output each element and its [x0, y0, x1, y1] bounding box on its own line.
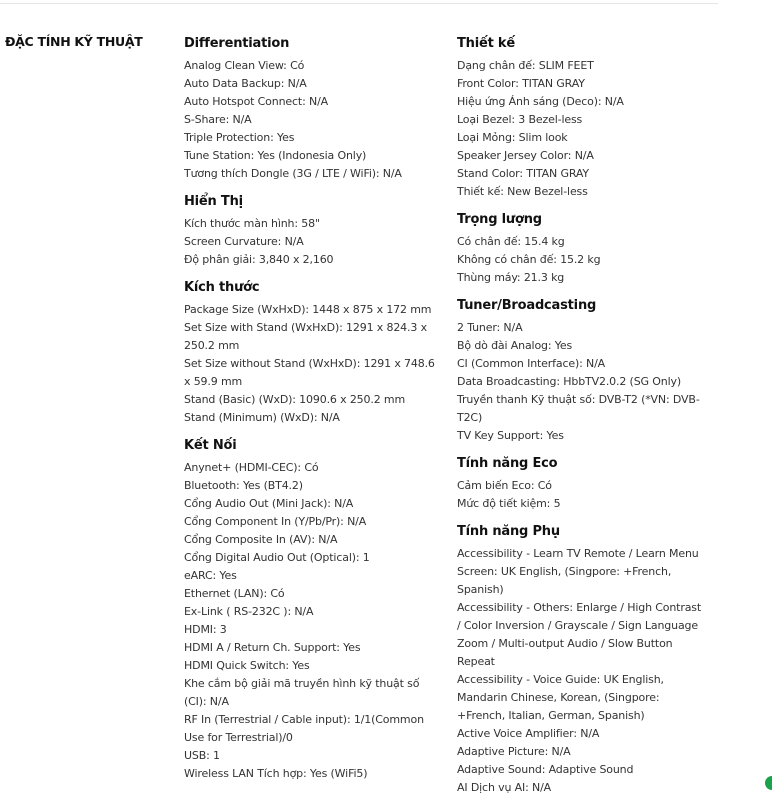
spec-item: CI (Common Interface): N/A — [457, 357, 606, 370]
top-divider — [0, 3, 718, 4]
spec-item: Set Size without Stand (WxHxD): 1291 x 748.6 x 59.9 mm — [184, 357, 435, 388]
spec-group-differentiation — [184, 36, 439, 183]
spec-item: HDMI A / Return Ch. Support: Yes — [184, 641, 361, 654]
spec-item: Set Size with Stand (WxHxD): 1291 x 824.3 x 250.2 mm — [184, 321, 427, 352]
spec-item: Accessibility - Voice Guide: UK English, Mandarin Chinese, Korean, (Singpore: +French, Italian, German, Spanish) — [457, 673, 664, 722]
spec-item: Hiệu ứng Ánh sáng (Deco): N/A — [457, 95, 624, 108]
spec-item: Dạng chân đế: SLIM FEET — [457, 59, 594, 72]
spec-group-title: Differentiation — [184, 36, 290, 51]
spec-item: Độ phân giải: 3,840 x 2,160 — [184, 253, 334, 266]
spec-group-tuner-broadcasting — [457, 298, 707, 445]
chat-widget-icon[interactable] — [765, 776, 772, 790]
spec-item: 2 Tuner: N/A — [457, 321, 523, 334]
spec-item: HDMI Quick Switch: Yes — [184, 659, 310, 672]
spec-item: Auto Hotspot Connect: N/A — [184, 95, 328, 108]
spec-item: Thùng máy: 21.3 kg — [457, 271, 565, 284]
spec-item: S-Share: N/A — [184, 113, 252, 126]
spec-group-thiet-ke — [457, 36, 707, 201]
spec-item: AI Dịch vụ AI: N/A — [457, 781, 552, 794]
spec-group-hien-thi — [184, 194, 439, 269]
spec-item: Auto Data Backup: N/A — [184, 77, 307, 90]
spec-item: Screen Curvature: N/A — [184, 235, 304, 248]
spec-group-title: Thiết kế — [457, 36, 515, 51]
spec-group-kich-thuoc — [184, 280, 439, 427]
spec-item: Cổng Digital Audio Out (Optical): 1 — [184, 551, 370, 564]
spec-item: Bluetooth: Yes (BT4.2) — [184, 479, 303, 492]
spec-item: Ethernet (LAN): Có — [184, 587, 285, 600]
spec-item: Package Size (WxHxD): 1448 x 875 x 172 mm — [184, 303, 432, 316]
spec-item: Cổng Audio Out (Mini Jack): N/A — [184, 497, 354, 510]
specs-column-right — [457, 36, 707, 808]
spec-item: Front Color: TITAN GRAY — [457, 77, 585, 90]
spec-item: Accessibility - Others: Enlarge / High Contrast / Color Inversion / Grayscale / Sign Language Zoom / Multi-output Audio / Slow Button Repeat — [457, 601, 702, 668]
spec-item: Loại Mỏng: Slim look — [457, 131, 568, 144]
spec-group-tinh-nang-phu — [457, 524, 707, 797]
spec-item: Có chân đế: 15.4 kg — [457, 235, 565, 248]
spec-group-title: Trọng lượng — [457, 212, 542, 227]
spec-group-trong-luong — [457, 212, 707, 287]
spec-item: Cảm biến Eco: Có — [457, 479, 552, 492]
spec-item: Bộ dò đài Analog: Yes — [457, 339, 573, 352]
spec-item: Truyền thanh Kỹ thuật số: DVB-T2 (*VN: DVB-T2C) — [457, 393, 700, 424]
spec-item: Adaptive Sound: Adaptive Sound — [457, 763, 634, 776]
spec-item: RF In (Terrestrial / Cable input): 1/1(Common Use for Terrestrial)/0 — [184, 713, 424, 744]
spec-item: Kích thước màn hình: 58" — [184, 217, 320, 230]
spec-item: Anynet+ (HDMI-CEC): Có — [184, 461, 319, 474]
spec-group-title: Kích thước — [184, 280, 260, 295]
spec-group-title: Tính năng Eco — [457, 456, 558, 471]
spec-item: Tune Station: Yes (Indonesia Only) — [184, 149, 367, 162]
spec-item: Không có chân đế: 15.2 kg — [457, 253, 601, 266]
spec-item: Cổng Composite In (AV): N/A — [184, 533, 338, 546]
spec-item: Mức độ tiết kiệm: 5 — [457, 497, 561, 510]
spec-item: USB: 1 — [184, 749, 220, 762]
spec-item: Tương thích Dongle (3G / LTE / WiFi): N/A — [184, 167, 402, 180]
spec-group-title: Tuner/Broadcasting — [457, 298, 597, 313]
spec-item: Analog Clean View: Có — [184, 59, 305, 72]
specs-section-title: ĐẶC TÍNH KỸ THUẬT — [5, 34, 143, 49]
spec-item: Thiết kế: New Bezel-less — [457, 185, 588, 198]
spec-group-title: Kết Nối — [184, 438, 237, 453]
spec-item: Wireless LAN Tích hợp: Yes (WiFi5) — [184, 767, 368, 780]
spec-item: Ex-Link ( RS-232C ): N/A — [184, 605, 314, 618]
spec-item: Cổng Component In (Y/Pb/Pr): N/A — [184, 515, 367, 528]
spec-item: Stand Color: TITAN GRAY — [457, 167, 589, 180]
spec-item: eARC: Yes — [184, 569, 237, 582]
spec-item: Loại Bezel: 3 Bezel-less — [457, 113, 583, 126]
specs-column-left — [184, 36, 439, 794]
spec-item: Speaker Jersey Color: N/A — [457, 149, 594, 162]
spec-group-title: Tính năng Phụ — [457, 524, 560, 539]
spec-item: Stand (Minimum) (WxD): N/A — [184, 411, 340, 424]
spec-item: Active Voice Amplifier: N/A — [457, 727, 600, 740]
spec-group-tinh-nang-eco — [457, 456, 707, 513]
spec-item: Khe cắm bộ giải mã truyền hình kỹ thuật số (CI): N/A — [184, 677, 420, 708]
spec-group-title: Hiển Thị — [184, 194, 243, 209]
spec-item: Stand (Basic) (WxD): 1090.6 x 250.2 mm — [184, 393, 406, 406]
spec-item: Accessibility - Learn TV Remote / Learn Menu Screen: UK English, (Singpore: +French, Spanish) — [457, 547, 699, 596]
spec-group-ket-noi — [184, 438, 439, 783]
spec-item: Data Broadcasting: HbbTV2.0.2 (SG Only) — [457, 375, 681, 388]
spec-item: HDMI: 3 — [184, 623, 227, 636]
spec-item: Adaptive Picture: N/A — [457, 745, 571, 758]
spec-item: Triple Protection: Yes — [184, 131, 295, 144]
spec-item: TV Key Support: Yes — [457, 429, 564, 442]
